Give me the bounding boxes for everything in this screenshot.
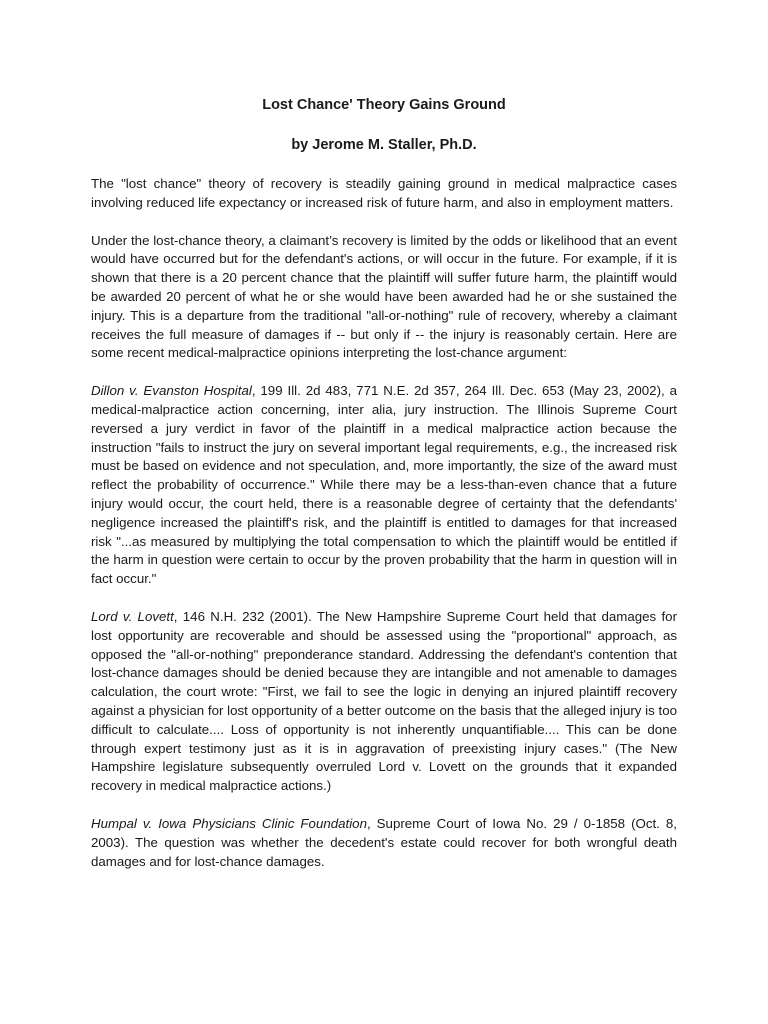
case-name: Humpal v. Iowa Physicians Clinic Foundation xyxy=(91,815,367,831)
document-byline: by Jerome M. Staller, Ph.D. xyxy=(291,137,477,153)
paragraph-text: , 199 Ill. 2d 483, 771 N.E. 2d 357, 264 Ill. Dec. 653 (May 23, 2002), a medical-malpractice action concerning, inter alia, jury instruction. The Illinois Supreme Court reversed a jury verdict in favor of the plaintiff in a medical malpractice action because the instruction "fails to instruct the jury on several important legal requirements, e.g., the increased risk must be based on evidence and not speculation, and, more importantly, the size of the award must reflect the probability of occurrence." While there may be a less-than-even chance that a future injury would occur, the court held, there is a reasonable degree of certainty that the defendants' negligence increased the plaintiff's risk, and the plaintiff is entitled to damages for that increased risk "...as measured by multiplying the total compensation to which the plaintiff would be entitled if the harm in question were certain to occur by the proven probability that the harm in question will in fact occur." xyxy=(91,383,677,587)
case-name: Dillon v. Evanston Hospital xyxy=(91,383,252,399)
paragraph-case-lord xyxy=(91,608,677,796)
case-name: Lord v. Lovett xyxy=(91,608,174,624)
paragraph-text: The "lost chance" theory of recovery is steadily gaining ground in medical malpractice cases involving reduced life expectancy or increased risk of future harm, and also in employment matters. xyxy=(91,176,677,210)
paragraph-case-dillon xyxy=(91,382,677,589)
paragraph-intro xyxy=(91,175,677,213)
paragraph-text: , Supreme Court of Iowa No. 29 / 0-1858 (Oct. 8, 2003). The question was whether the decedent's estate could recover for both wrongful death damages and for lost-chance damages. xyxy=(91,815,677,869)
document-body xyxy=(91,175,677,890)
paragraph-case-humpal xyxy=(91,815,677,871)
document-title: Lost Chance' Theory Gains Ground xyxy=(262,97,506,113)
paragraph-text: , 146 N.H. 232 (2001). The New Hampshire Supreme Court held that damages for lost opportunity are recoverable and should be assessed using the "proportional" approach, as opposed the "all-or-nothing" preponderance standard. Addressing the defendant's contention that lost-chance damages should be denied because they are intangible and not amenable to damages calculation, the court wrote: "First, we fail to see the logic in denying an injured plaintiff recovery against a physician for lost opportunity of a better outcome on the basis that the alleged injury is too difficult to calculate.... Loss of opportunity is not inherently unquantifiable.... This can be done through expert testimony just as it is in aggravation of preexisting injury cases." (The New Hampshire legislature subsequently overruled Lord v. Lovett on the grounds that it expanded recovery in medical malpractice actions.) xyxy=(91,608,677,794)
paragraph-theory xyxy=(91,232,677,364)
paragraph-text: Under the lost-chance theory, a claimant’s recovery is limited by the odds or likelihood that an event would have occurred but for the defendant's actions, or will occur in the future. For example, if it is shown that there is a 20 percent chance that the plaintiff will suffer future harm, the plaintiff would be awarded 20 percent of what he or she would have been awarded had he or she sustained the injury. This is a departure from the traditional "all-or-nothing" rule of recovery, whereby a claimant receives the full measure of damages if -- but only if -- the injury is reasonably certain. Here are some recent medical-malpractice opinions interpreting the lost-chance argument: xyxy=(91,232,677,361)
